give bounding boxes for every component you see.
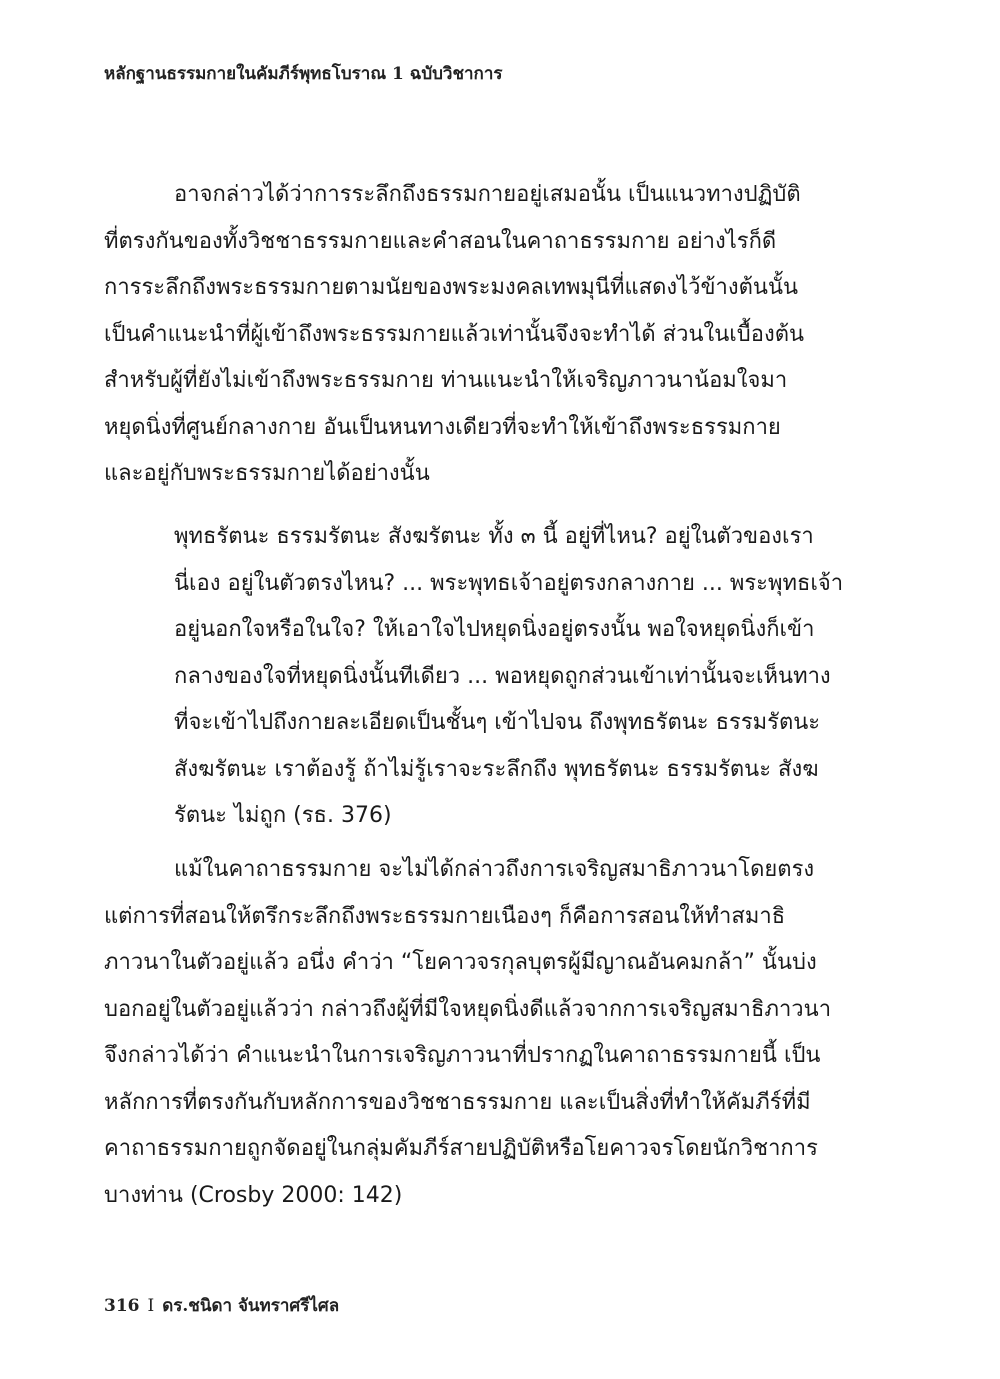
paragraph-line: คาถาธรรมกายถูกจัดอยู่ในกลุ่มคัมภีร์สายปฏิบัติหรือโยคาวจรโดยนักวิชาการ [104, 1136, 818, 1161]
paragraph-line: ภาวนาในตัวอยู่แล้ว อนึ่ง คำว่า “โยคาวจรกุลบุตรผู้มีญาณอันคมกล้า” นั้นบ่ง [104, 950, 817, 975]
paragraph-line: เป็นคำแนะนำที่ผู้เข้าถึงพระธรรมกายแล้วเท่านั้นจึงจะทำได้ ส่วนในเบื้องต้น [104, 321, 805, 347]
paragraph-line: และอยู่กับพระธรรมกายได้อย่างนั้น [104, 461, 430, 486]
paragraph-1 [104, 172, 860, 498]
paragraph-line: หลักการที่ตรงกันกับหลักการของวิชชาธรรมกาย และเป็นสิ่งที่ทำให้คัมภีร์ที่มี [104, 1089, 811, 1115]
paragraph-line: แม้ในคาถาธรรมกาย จะไม่ได้กล่าวถึงการเจริญสมาธิภาวนาโดยตรง [174, 857, 815, 882]
footer-separator: I [147, 1296, 155, 1316]
paragraph-line: บอกอยู่ในตัวอยู่แล้วว่า กล่าวถึงผู้ที่มีใจหยุดนิ่งดีแล้วจากการเจริญสมาธิภาวนา [104, 996, 832, 1022]
paragraph-line: บางท่าน (Crosby 2000: 142) [104, 1182, 403, 1208]
page-number: 316 [104, 1296, 140, 1316]
running-header: หลักฐานธรรมกายในคัมภีร์พุทธโบราณ 1 ฉบับวิชาการ [104, 64, 503, 84]
quote-line: สังฆรัตนะ เราต้องรู้ ถ้าไม่รู้เราจะระลึกถึง พุทธรัตนะ ธรรมรัตนะ สังฆ [174, 756, 819, 782]
paragraph-2 [104, 847, 860, 1219]
paragraph-line: อาจกล่าวได้ว่าการระลึกถึงธรรมกายอยู่เสมอนั้น เป็นแนวทางปฏิบัติ [174, 182, 801, 207]
paragraph-line: แต่การที่สอนให้ตรึกระลึกถึงพระธรรมกายเนืองๆ ก็คือการสอนให้ทำสมาธิ [104, 903, 786, 929]
paragraph-line: การระลึกถึงพระธรรมกายตามนัยของพระมงคลเทพมุนีที่แสดงไว้ข้างต้นนั้น [104, 275, 799, 300]
quote-line: อยู่นอกใจหรือในใจ? ให้เอาใจไปหยุดนิ่งอยู่ตรงนั้น พอใจหยุดนิ่งก็เข้า [174, 617, 815, 642]
quote-line: พุทธรัตนะ ธรรมรัตนะ สังฆรัตนะ ทั้ง ๓ นี้ อยู่ที่ไหน? อยู่ในตัวของเรา [174, 524, 814, 549]
quote-line: รัตนะ ไม่ถูก (รธ. 376) [174, 803, 392, 828]
block-quote [174, 514, 860, 840]
quote-line: กลางของใจที่หยุดนิ่งนั้นทีเดียว ... พอหยุดถูกส่วนเข้าเท่านั้นจะเห็นทาง [174, 663, 831, 689]
paragraph-line: ที่ตรงกันของทั้งวิชชาธรรมกายและคำสอนในคาถาธรรมกาย อย่างไรก็ดี [104, 228, 777, 254]
quote-line: ที่จะเข้าไปถึงกายละเอียดเป็นชั้นๆ เข้าไปจน ถึงพุทธรัตนะ ธรรมรัตนะ [174, 710, 821, 735]
author-name: ดร.ชนิดา จันทราศรีไศล [162, 1296, 340, 1316]
quote-line: นี่เอง อยู่ในตัวตรงไหน? ... พระพุทธเจ้าอยู่ตรงกลางกาย ... พระพุทธเจ้า [174, 570, 844, 596]
page-footer [104, 1292, 339, 1319]
paragraph-line: จึงกล่าวได้ว่า คำแนะนำในการเจริญภาวนาที่ปรากฏในคาถาธรรมกายนี้ เป็น [104, 1043, 821, 1068]
paragraph-line: หยุดนิ่งที่ศูนย์กลางกาย อันเป็นหนทางเดียวที่จะทำให้เข้าถึงพระธรรมกาย [104, 414, 781, 440]
paragraph-line: สำหรับผู้ที่ยังไม่เข้าถึงพระธรรมกาย ท่านแนะนำให้เจริญภาวนาน้อมใจมา [104, 368, 788, 393]
